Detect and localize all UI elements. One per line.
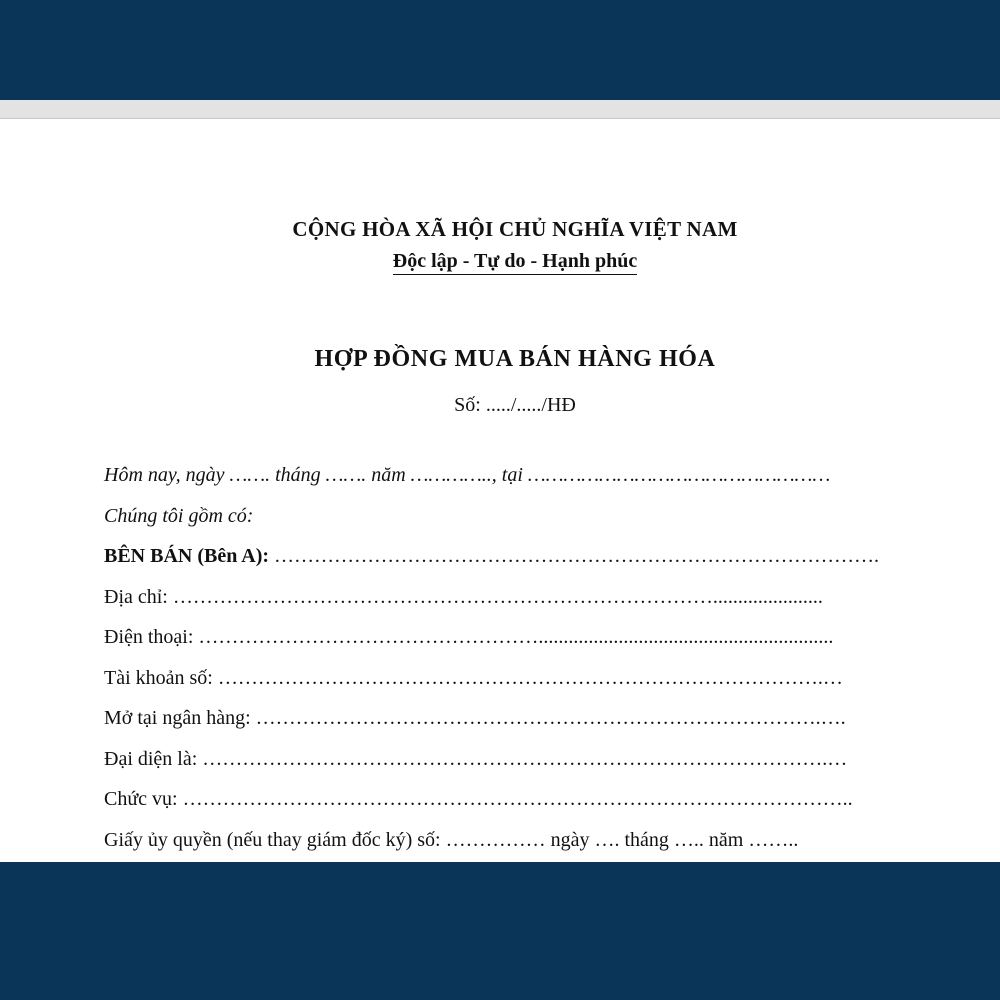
parties-intro-line: Chúng tôi gồm có: xyxy=(104,505,254,527)
seller-dots: ………………………………………………………………………………. xyxy=(274,545,880,567)
phone-line: Điện thoại: ……………………………………………........................................................... xyxy=(104,626,834,648)
ruler-strip xyxy=(0,100,1000,119)
top-frame-band xyxy=(0,0,1000,100)
contract-title: HỢP ĐỒNG MUA BÁN HÀNG HÓA xyxy=(314,346,716,372)
representative-line: Đại diện là: ………………………………………………………………………………….… xyxy=(104,748,848,770)
contract-number: Số: ...../...../HĐ xyxy=(454,394,576,416)
nation-heading: CỘNG HÒA XÃ HỘI CHỦ NGHĨA VIỆT NAM xyxy=(292,217,738,241)
seller-line xyxy=(104,544,879,568)
bottom-frame-band xyxy=(0,862,1000,1000)
account-line: Tài khoản số: ……………………………………………………………………………….… xyxy=(104,667,843,689)
address-line: Địa chỉ: ………………………………………………………………………...................... xyxy=(104,586,823,608)
document-page xyxy=(0,119,1000,862)
position-line: Chức vụ: ……………………………………………………………………………………….. xyxy=(104,788,853,810)
date-place-line: Hôm nay, ngày ……. tháng ……. năm ………….., tại …………………………………………… xyxy=(104,464,831,486)
bank-line: Mở tại ngân hàng: ………………………………………………………………………….…. xyxy=(104,707,846,729)
motto-text: Độc lập - Tự do - Hạnh phúc xyxy=(393,250,637,275)
authorization-line: Giấy ủy quyền (nếu thay giám đốc ký) số: …………… ngày …. tháng ….. năm …….. xyxy=(104,829,799,851)
motto-line xyxy=(0,250,1000,275)
document-viewport[interactable] xyxy=(0,100,1000,862)
seller-label: BÊN BÁN (Bên A): xyxy=(104,545,270,567)
